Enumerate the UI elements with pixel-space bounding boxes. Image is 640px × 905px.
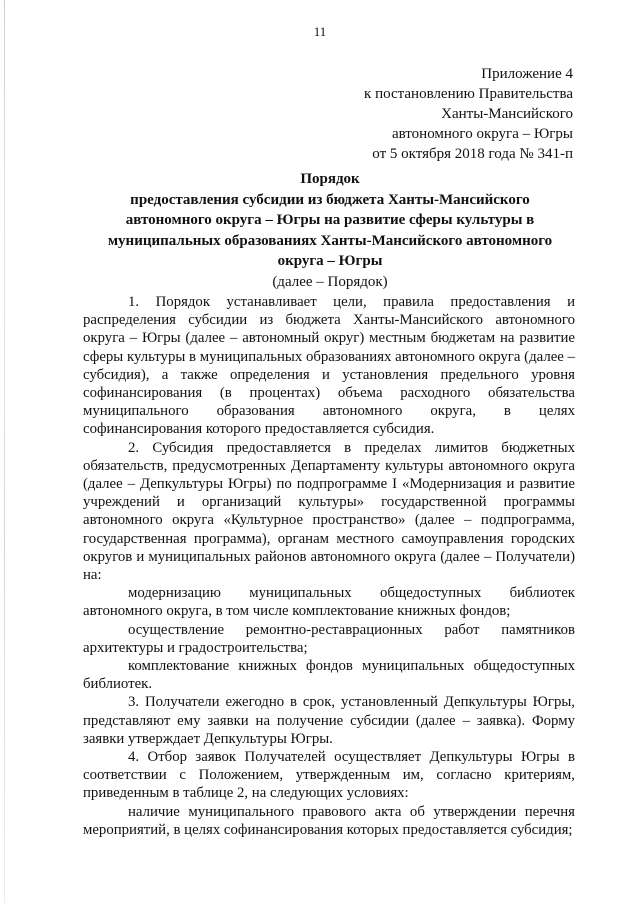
paragraph: 4. Отбор заявок Получателей осуществляет Депкультуры Югры в соответствии с Положением, утвержденным им, согласно критериям, приведенным в таблице 2, на следующих условиях: — [83, 749, 575, 802]
appendix-line: автономного округа – Югры — [391, 126, 573, 142]
document-title — [90, 169, 570, 292]
appendix-header — [364, 64, 573, 164]
title-line: предоставления субсидии из бюджета Ханты-Мансийского — [130, 191, 530, 208]
document-body — [83, 293, 575, 839]
paragraph: наличие муниципального правового акта об утверждении перечня мероприятий, в целях софинансирования которых предоставляется субсидия; — [83, 803, 575, 838]
paragraph: 1. Порядок устанавливает цели, правила предоставления и распределения субсидии из бюджета Ханты-Мансийского автономного округа – Югры (далее – автономный округ) местным бюджетам на развитие сферы культуры в муниципальных образованиях автономного округа (далее – субсидия), а также определения и установления предельного уровня софинансирования (в процентах) объема расходного обязательства муниципального образования автономного округа, в целях софинансирования которого предоставляется субсидия. — [83, 294, 575, 438]
paragraph: 2. Субсидия предоставляется в пределах лимитов бюджетных обязательств, предусмотренных Департаменту культуры автономного округа (далее – Депкультуры Югры) по подпрограмме I «Модернизация и развитие учреждений и организаций культуры» государственной программы автономного округа «Культурное пространство» (далее – подпрограмма, государственная программа), органам местного самоуправления городских округов и муниципальных районов автономного округа (далее – Получатели) на: — [83, 439, 575, 584]
title-line: Порядок — [300, 171, 360, 187]
page-number: 11 — [313, 24, 327, 39]
appendix-line: от 5 октября 2018 года № 341-п — [372, 146, 573, 162]
paragraph: 3. Получатели ежегодно в срок, установленный Депкультуры Югры, представляют ему заявки на получение субсидии (далее – заявка). Форму заявки утверждает Депкультуры Югры. — [83, 694, 575, 747]
scan-edge-line — [4, 0, 5, 905]
appendix-line: Приложение 4 — [481, 66, 573, 82]
paragraph: осуществление ремонтно-реставрационных работ памятников архитектуры и градостроительства; — [83, 621, 575, 656]
paragraph: модернизацию муниципальных общедоступных библиотек автономного округа, в том числе комплектование книжных фондов; — [83, 585, 575, 620]
appendix-line: Ханты-Мансийского — [441, 106, 573, 122]
title-note: (далее – Порядок) — [272, 273, 388, 290]
paragraph: комплектование книжных фондов муниципальных общедоступных библиотек. — [83, 658, 575, 693]
title-line: муниципальных образованиях Ханты-Мансийского автономного — [107, 232, 553, 249]
title-line: автономного округа – Югры на развитие сферы культуры в — [125, 212, 535, 228]
appendix-line: к постановлению Правительства — [364, 86, 573, 102]
title-line: округа – Югры — [277, 253, 383, 269]
